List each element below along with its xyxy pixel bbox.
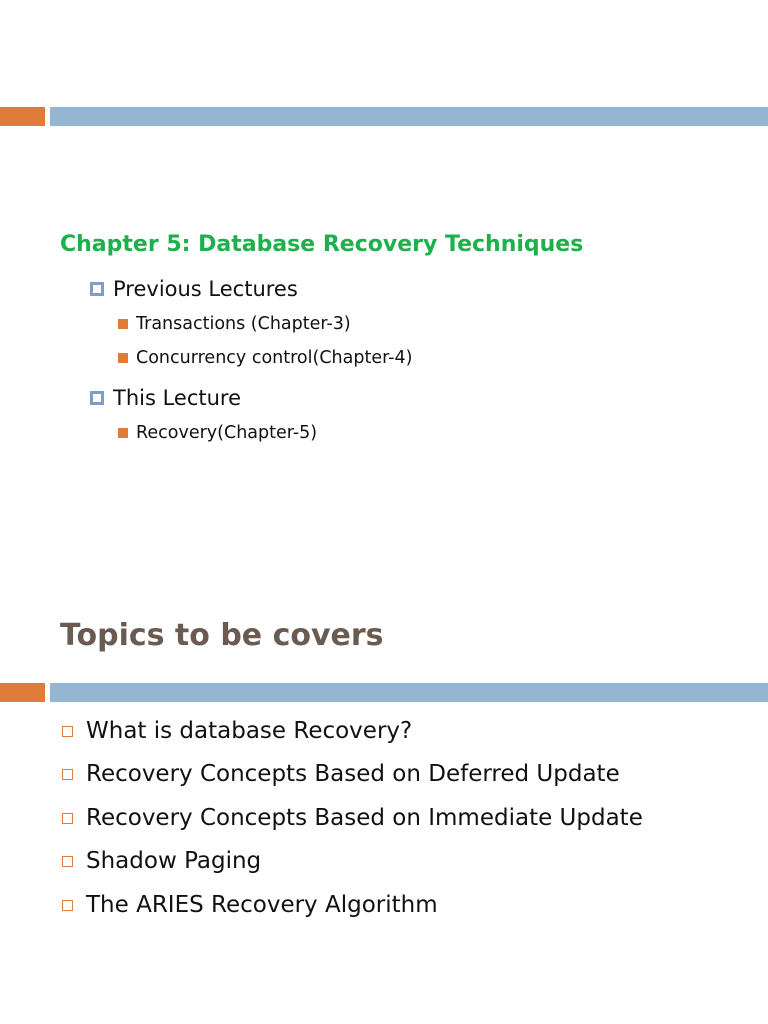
- hollow-square-bullet-icon: [62, 726, 73, 737]
- topic-item: [62, 848, 261, 874]
- topic-label: Recovery Concepts Based on Immediate Update: [86, 805, 643, 831]
- square-bullet-icon: [90, 391, 104, 405]
- topic-label: Recovery Concepts Based on Deferred Update: [86, 761, 620, 787]
- topic-item: [62, 718, 412, 744]
- rule-accent-block: [0, 107, 45, 126]
- topics-heading: Topics to be covers: [60, 618, 384, 653]
- square-bullet-icon: [90, 282, 104, 296]
- topic-label: The ARIES Recovery Algorithm: [86, 892, 438, 918]
- topic-label: Shadow Paging: [86, 848, 262, 874]
- rule-bar: [50, 683, 768, 702]
- filled-square-bullet-icon: [118, 319, 128, 329]
- section-label: This Lecture: [113, 386, 242, 410]
- filled-square-bullet-icon: [118, 353, 128, 363]
- topic-item: [62, 761, 620, 787]
- filled-square-bullet-icon: [118, 428, 128, 438]
- hollow-square-bullet-icon: [62, 769, 73, 780]
- slide2-header-rule: [0, 683, 768, 702]
- hollow-square-bullet-icon: [62, 856, 73, 867]
- topic-item: [62, 805, 643, 831]
- chapter-heading: Chapter 5: Database Recovery Techniques: [60, 232, 584, 257]
- section-previous-lectures: [90, 277, 298, 301]
- list-item: [118, 314, 351, 334]
- rule-bar: [50, 107, 768, 126]
- hollow-square-bullet-icon: [62, 900, 73, 911]
- rule-accent-block: [0, 683, 45, 702]
- list-item-label: Transactions (Chapter-3): [136, 314, 351, 334]
- list-item-label: Recovery(Chapter-5): [136, 423, 318, 443]
- list-item-label: Concurrency control(Chapter-4): [136, 348, 413, 368]
- hollow-square-bullet-icon: [62, 813, 73, 824]
- topic-item: [62, 892, 438, 918]
- list-item: [118, 348, 412, 368]
- topic-label: What is database Recovery?: [86, 718, 413, 744]
- section-label: Previous Lectures: [113, 277, 298, 301]
- slide1-header-rule: [0, 107, 768, 126]
- section-this-lecture: [90, 386, 241, 410]
- list-item: [118, 423, 317, 443]
